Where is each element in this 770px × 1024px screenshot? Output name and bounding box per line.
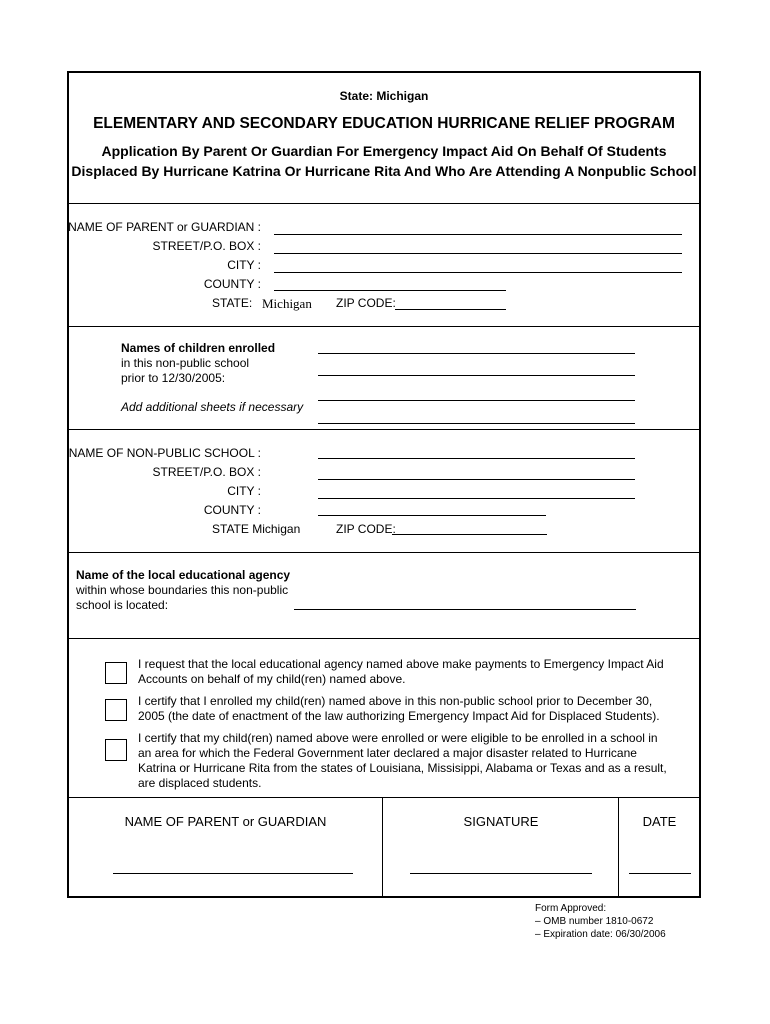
child-name-field-2[interactable] <box>318 375 635 376</box>
column-divider <box>382 797 383 898</box>
parent-zip-label: ZIP CODE: <box>336 296 396 310</box>
subtitle-line-2: Displaced By Hurricane Katrina Or Hurricane Rita And Who Are Attending A Nonpublic School <box>71 163 697 179</box>
school-city-label: CITY : <box>227 484 261 498</box>
school-street-label: STREET/P.O. BOX : <box>152 465 261 479</box>
footer-omb-number: – OMB number 1810-0672 <box>535 916 654 927</box>
certification-text-1: I request that the local educational agency named above make payments to Emergency Impact Aid Accounts on behalf of my child(ren) named above. <box>138 657 664 686</box>
signature-label: SIGNATURE <box>463 814 539 829</box>
divider <box>69 203 699 204</box>
date-label: DATE <box>642 814 677 829</box>
parent-city-label: CITY : <box>227 258 261 272</box>
footer-line-1: Form Approved: <box>535 903 607 914</box>
agency-name-field[interactable] <box>294 609 636 610</box>
children-line-2: in this non-public school <box>121 356 250 370</box>
form-approval-note <box>535 902 666 941</box>
parent-zip-field[interactable] <box>395 309 506 310</box>
children-heading: Names of children enrolled <box>121 341 276 355</box>
certify-displaced-checkbox[interactable] <box>105 739 127 761</box>
certify-request-checkbox[interactable] <box>105 662 127 684</box>
child-name-field-3[interactable] <box>318 400 635 401</box>
child-name-field-4[interactable] <box>318 423 635 424</box>
state-line: State: Michigan <box>339 89 429 103</box>
parent-street-field[interactable] <box>274 253 682 254</box>
signature-field[interactable] <box>410 873 592 874</box>
signature-name-label: NAME OF PARENT or GUARDIAN <box>124 814 327 829</box>
parent-city-field[interactable] <box>274 272 682 273</box>
certification-text-3: I certify that my child(ren) named above were enrolled or were eligible to be enrolled in a school in an area for which the Federal Government later declared a major disaster related to Hurricane Katrina or Hurricane Rita from the states of Louisiana, Missisippi, Alabama or Texas and as a result, are displaced students. <box>138 731 667 790</box>
agency-heading: Name of the local educational agency <box>76 568 291 582</box>
parent-state-label: STATE: <box>212 296 253 310</box>
date-field[interactable] <box>629 873 691 874</box>
divider <box>69 326 699 327</box>
children-note: Add additional sheets if necessary <box>121 400 304 414</box>
certification-text-2: I certify that I enrolled my child(ren) named above in this non-public school prior to December 30, 2005 (the date of enactment of the law authorizing Emergency Impact Aid for Displaced Students). <box>138 694 660 723</box>
divider <box>69 797 699 798</box>
parent-street-label: STREET/P.O. BOX : <box>152 239 261 253</box>
agency-line-3: school is located: <box>76 598 169 612</box>
program-title: ELEMENTARY AND SECONDARY EDUCATION HURRICANE RELIEF PROGRAM <box>93 115 675 132</box>
children-line-3: prior to 12/30/2005: <box>121 371 226 385</box>
child-name-field-1[interactable] <box>318 353 635 354</box>
divider <box>69 429 699 430</box>
agency-line-2: within whose boundaries this non-public <box>76 583 289 597</box>
school-street-field[interactable] <box>318 479 635 480</box>
school-name-label: NAME OF NON-PUBLIC SCHOOL : <box>68 446 261 460</box>
school-county-field[interactable] <box>318 515 546 516</box>
parent-printed-name-field[interactable] <box>113 873 353 874</box>
application-form <box>67 71 701 898</box>
school-county-label: COUNTY : <box>203 503 261 517</box>
school-state-label: STATE Michigan <box>212 522 301 536</box>
divider <box>69 552 699 553</box>
certify-enrollment-checkbox[interactable] <box>105 699 127 721</box>
footer-expiration-date: – Expiration date: 06/30/2006 <box>535 929 666 940</box>
parent-name-label: NAME OF PARENT or GUARDIAN : <box>68 220 261 234</box>
column-divider <box>618 797 619 898</box>
school-name-field[interactable] <box>318 458 635 459</box>
parent-county-label: COUNTY : <box>203 277 261 291</box>
parent-state-value: Michigan <box>262 296 312 311</box>
school-zip-field[interactable] <box>392 534 547 535</box>
school-zip-label: ZIP CODE: <box>336 522 396 536</box>
parent-county-field[interactable] <box>274 290 506 291</box>
subtitle-line-1: Application By Parent Or Guardian For Emergency Impact Aid On Behalf Of Students <box>101 143 667 159</box>
school-city-field[interactable] <box>318 498 635 499</box>
divider <box>69 638 699 639</box>
parent-name-field[interactable] <box>274 234 682 235</box>
